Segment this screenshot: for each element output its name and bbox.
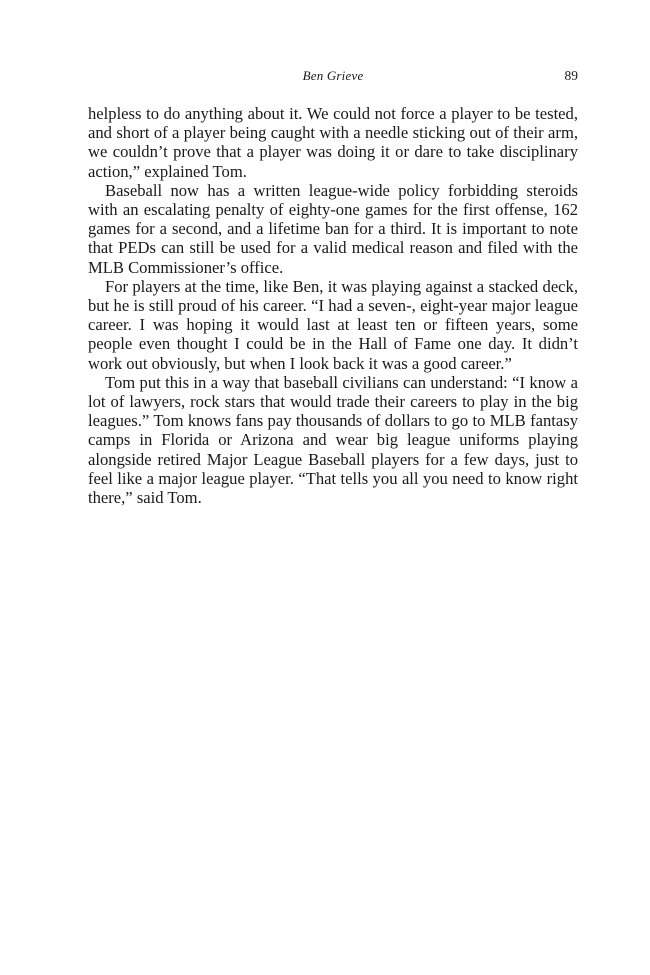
running-head: [88, 68, 578, 86]
paragraph: For players at the time, like Ben, it was playing against a stacked deck, but he is still proud of his career. “I had a seven-, eight-year major league career. I was hoping it would last at least ten or fifteen years, some people even thought I could be in the Hall of Fame one day. It didn’t work out obviously, but when I look back it was a good career.”: [88, 276, 578, 373]
paragraph: Tom put this in a way that baseball civilians can understand: “I know a lot of lawyers, rock stars that would trade their careers to play in the big leagues.” Tom knows fans pay thousands of dollars to go to MLB fantasy camps in Florida or Arizona and wear big league uniforms playing alongside retired Major League Baseball players for a few days, just to feel like a major league player. “That tells you all you need to know right there,” said Tom.: [88, 372, 578, 508]
paragraph-continued: helpless to do anything about it. We could not force a player to be tested, and short of a player being caught with a needle sticking out of their arm, we couldn’t prove that a player was doing it or dare to take disciplinary action,” explained Tom.: [88, 104, 578, 181]
paragraph: Baseball now has a written league-wide policy forbidding steroids with an escalating penalty of eighty-one games for the first offense, 162 games for a second, and a lifetime ban for a third. It is important to note that PEDs can still be used for a valid medical reason and filed with the MLB Commissioner’s office.: [88, 180, 578, 277]
body-text: [88, 104, 578, 507]
page-number: 89: [564, 68, 578, 83]
running-title: Ben Grieve: [302, 68, 364, 83]
